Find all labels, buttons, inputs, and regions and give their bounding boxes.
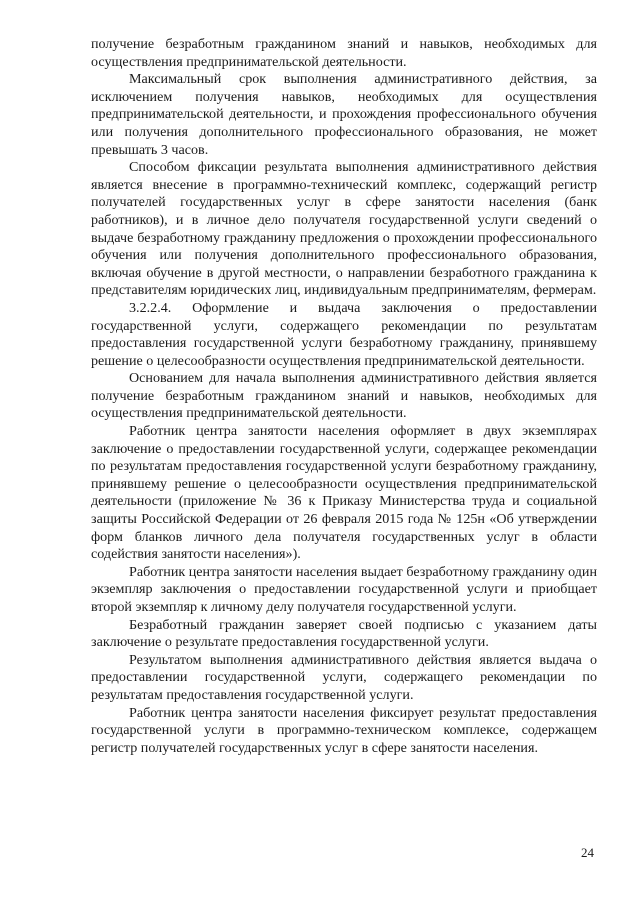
paragraph-fixation-method: Способом фиксации результата выполнения административного действия является внесение в программно-технический комплекс, содержащий регистр получателей государственных услуг в сфере занятости населения (банк работников), и в личное дело получателя государственной услуги сведений о выдаче безработному гражданину предложения о прохождении профессионального обучения или получения дополнительного профессионального образования, включая обучение в другой местности, о направлении безработного гражданина к представителям юридических лиц, индивидуальным предпринимателям, фермерам. <box>91 159 597 299</box>
paragraph-continuation: получение безработным гражданином знаний и навыков, необходимых для осуществления предпринимательской деятельности. <box>91 36 597 70</box>
paragraph-max-duration: Максимальный срок выполнения административного действия, за исключением получения навыков, необходимых для осуществления предпринимательской деятельности, и прохождения профессионального обучения или получения дополнительного профессионального образования, не может превышать 3 часов. <box>91 71 597 158</box>
page-number: 24 <box>581 845 594 860</box>
paragraph-recording: Работник центра занятости населения фиксирует результат предоставления государственной услуги в программно-техническом комплексе, содержащем регистр получателей государственных услуг в сфере занятости населения. <box>91 704 597 756</box>
paragraph-section-3-2-2-4: 3.2.2.4. Оформление и выдача заключения о предоставлении государственной услуги, содержащего рекомендации по результатам предоставления государственной услуги безработному гражданину, принявшему решение о целесообразности осуществления предпринимательской деятельности. <box>91 299 597 369</box>
paragraph-conclusion-drafting: Работник центра занятости населения оформляет в двух экземплярах заключение о предоставлении государственной услуги, содержащее рекомендации по результатам предоставления государственной услуги безработному гражданину, принявшему решение о целесообразности осуществления предпринимательской деятельности (приложение № 36 к Приказу Министерства труда и социальной защиты Российской Федерации от 26 февраля 2015 года № 125н «Об утверждении форм бланков личного дела получателя государственных услуг в области содействия занятости населения»). <box>91 423 597 563</box>
document-body <box>91 36 597 757</box>
paragraph-basis: Основанием для начала выполнения административного действия является получение безработным гражданином знаний и навыков, необходимых для осуществления предпринимательской деятельности. <box>91 370 597 422</box>
paragraph-issuance: Работник центра занятости населения выдает безработному гражданину один экземпляр заключения о предоставлении государственной услуги и приобщает второй экземпляр к личному делу получателя государственной услуги. <box>91 563 597 615</box>
paragraph-signature: Безработный гражданин заверяет своей подписью с указанием даты заключение о результате предоставления государственной услуги. <box>91 616 597 651</box>
paragraph-result: Результатом выполнения административного действия является выдача о предоставлении государственной услуги, содержащего рекомендации по результатам предоставления государственной услуги. <box>91 651 597 703</box>
